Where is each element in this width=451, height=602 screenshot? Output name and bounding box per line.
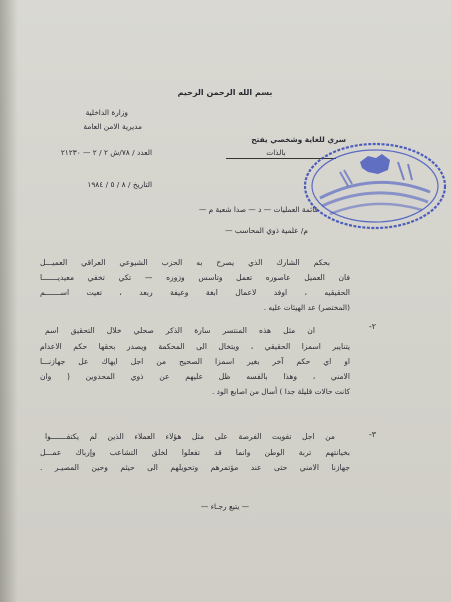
document-date: التاريخ / ٨ / ٥ / ١٩٨٤: [87, 180, 152, 189]
paragraph-3-line: جهازنا الامني حتى عند مؤتمرهم وتحويلهم الى حيثم وحين المصيـر .: [40, 463, 350, 472]
ministry-name: وزارة الداخلية: [85, 108, 128, 117]
paragraph-3-line: من اجل تفويت الفرصة على مثل هؤلاء العملاء الذين لم يكتفـــــــوا: [45, 432, 335, 441]
classification-sub: بالذات: [266, 148, 286, 157]
paragraph-1-line: بحكم الشارك الذي يصرح به الحزب الشيوعي العراقي العميـــل: [40, 258, 330, 267]
paragraph-1-line: فان العميل عاصوره تعمل وتاسس وزوره — تكي تخفي معيديـــــــا: [40, 273, 350, 282]
document-number: العدد / ٧٨/ش ٢ / ٢ — ٢١٢٣٠: [60, 148, 152, 157]
paragraph-3-line: بخيانتهم تربة الوطن وانما قد تفعلوا لخلق التشاعب وإرباك عمـــل: [40, 448, 350, 457]
page-edge-shadow: [0, 0, 18, 602]
closing-text: — يتبع رجـاء —: [200, 502, 250, 511]
official-stamp: [300, 140, 450, 232]
stamp-icon: [300, 140, 450, 232]
paragraph-2-line: او اي حكم آخر بغير اسمزا الصحيح من اجل ايهاك عل جهازنـــا: [40, 357, 350, 366]
basmala: بسم الله الرحمن الرحيم: [177, 88, 273, 97]
paragraph-3-marker: ٣-: [368, 430, 376, 439]
paragraph-2-line: يتنايبر اسمزا الحقيقي ، ويتخال الى المحكمة ويصدر بحقها حكم الاعدام: [40, 342, 350, 351]
directorate-name: مديرية الامن العامة: [83, 122, 142, 131]
paragraph-2-line: الامني ، وهذا بالفسه ظل عليهم عن ذوي المحدوين ( وان: [40, 372, 350, 381]
paragraph-2-line: ان مثل هذه المنتسر سارة الذكر صحلي خلال التحقيق اسم: [45, 326, 315, 335]
paragraph-2-marker: ٢-: [368, 322, 376, 331]
paragraph-1-line: الحقيقيه ، اوفد لاعمال ابغة وعيفة ربعد ، تعيت اســـــــم: [40, 288, 350, 297]
classification-label: سري للغاية وشخصي يفتح: [251, 135, 346, 144]
paragraph-1-line: (المختصر) عد الهيئات عليه .: [263, 303, 350, 312]
paragraph-2-line: كانت حالات قليلة جدا ) أسال من اصابع الود .: [211, 387, 350, 396]
subject-line-2: م/ علمية ذوي المحاسب —: [225, 226, 308, 235]
subject-line: قائمة العمليات — د — صدا شعبة م —: [198, 205, 318, 214]
